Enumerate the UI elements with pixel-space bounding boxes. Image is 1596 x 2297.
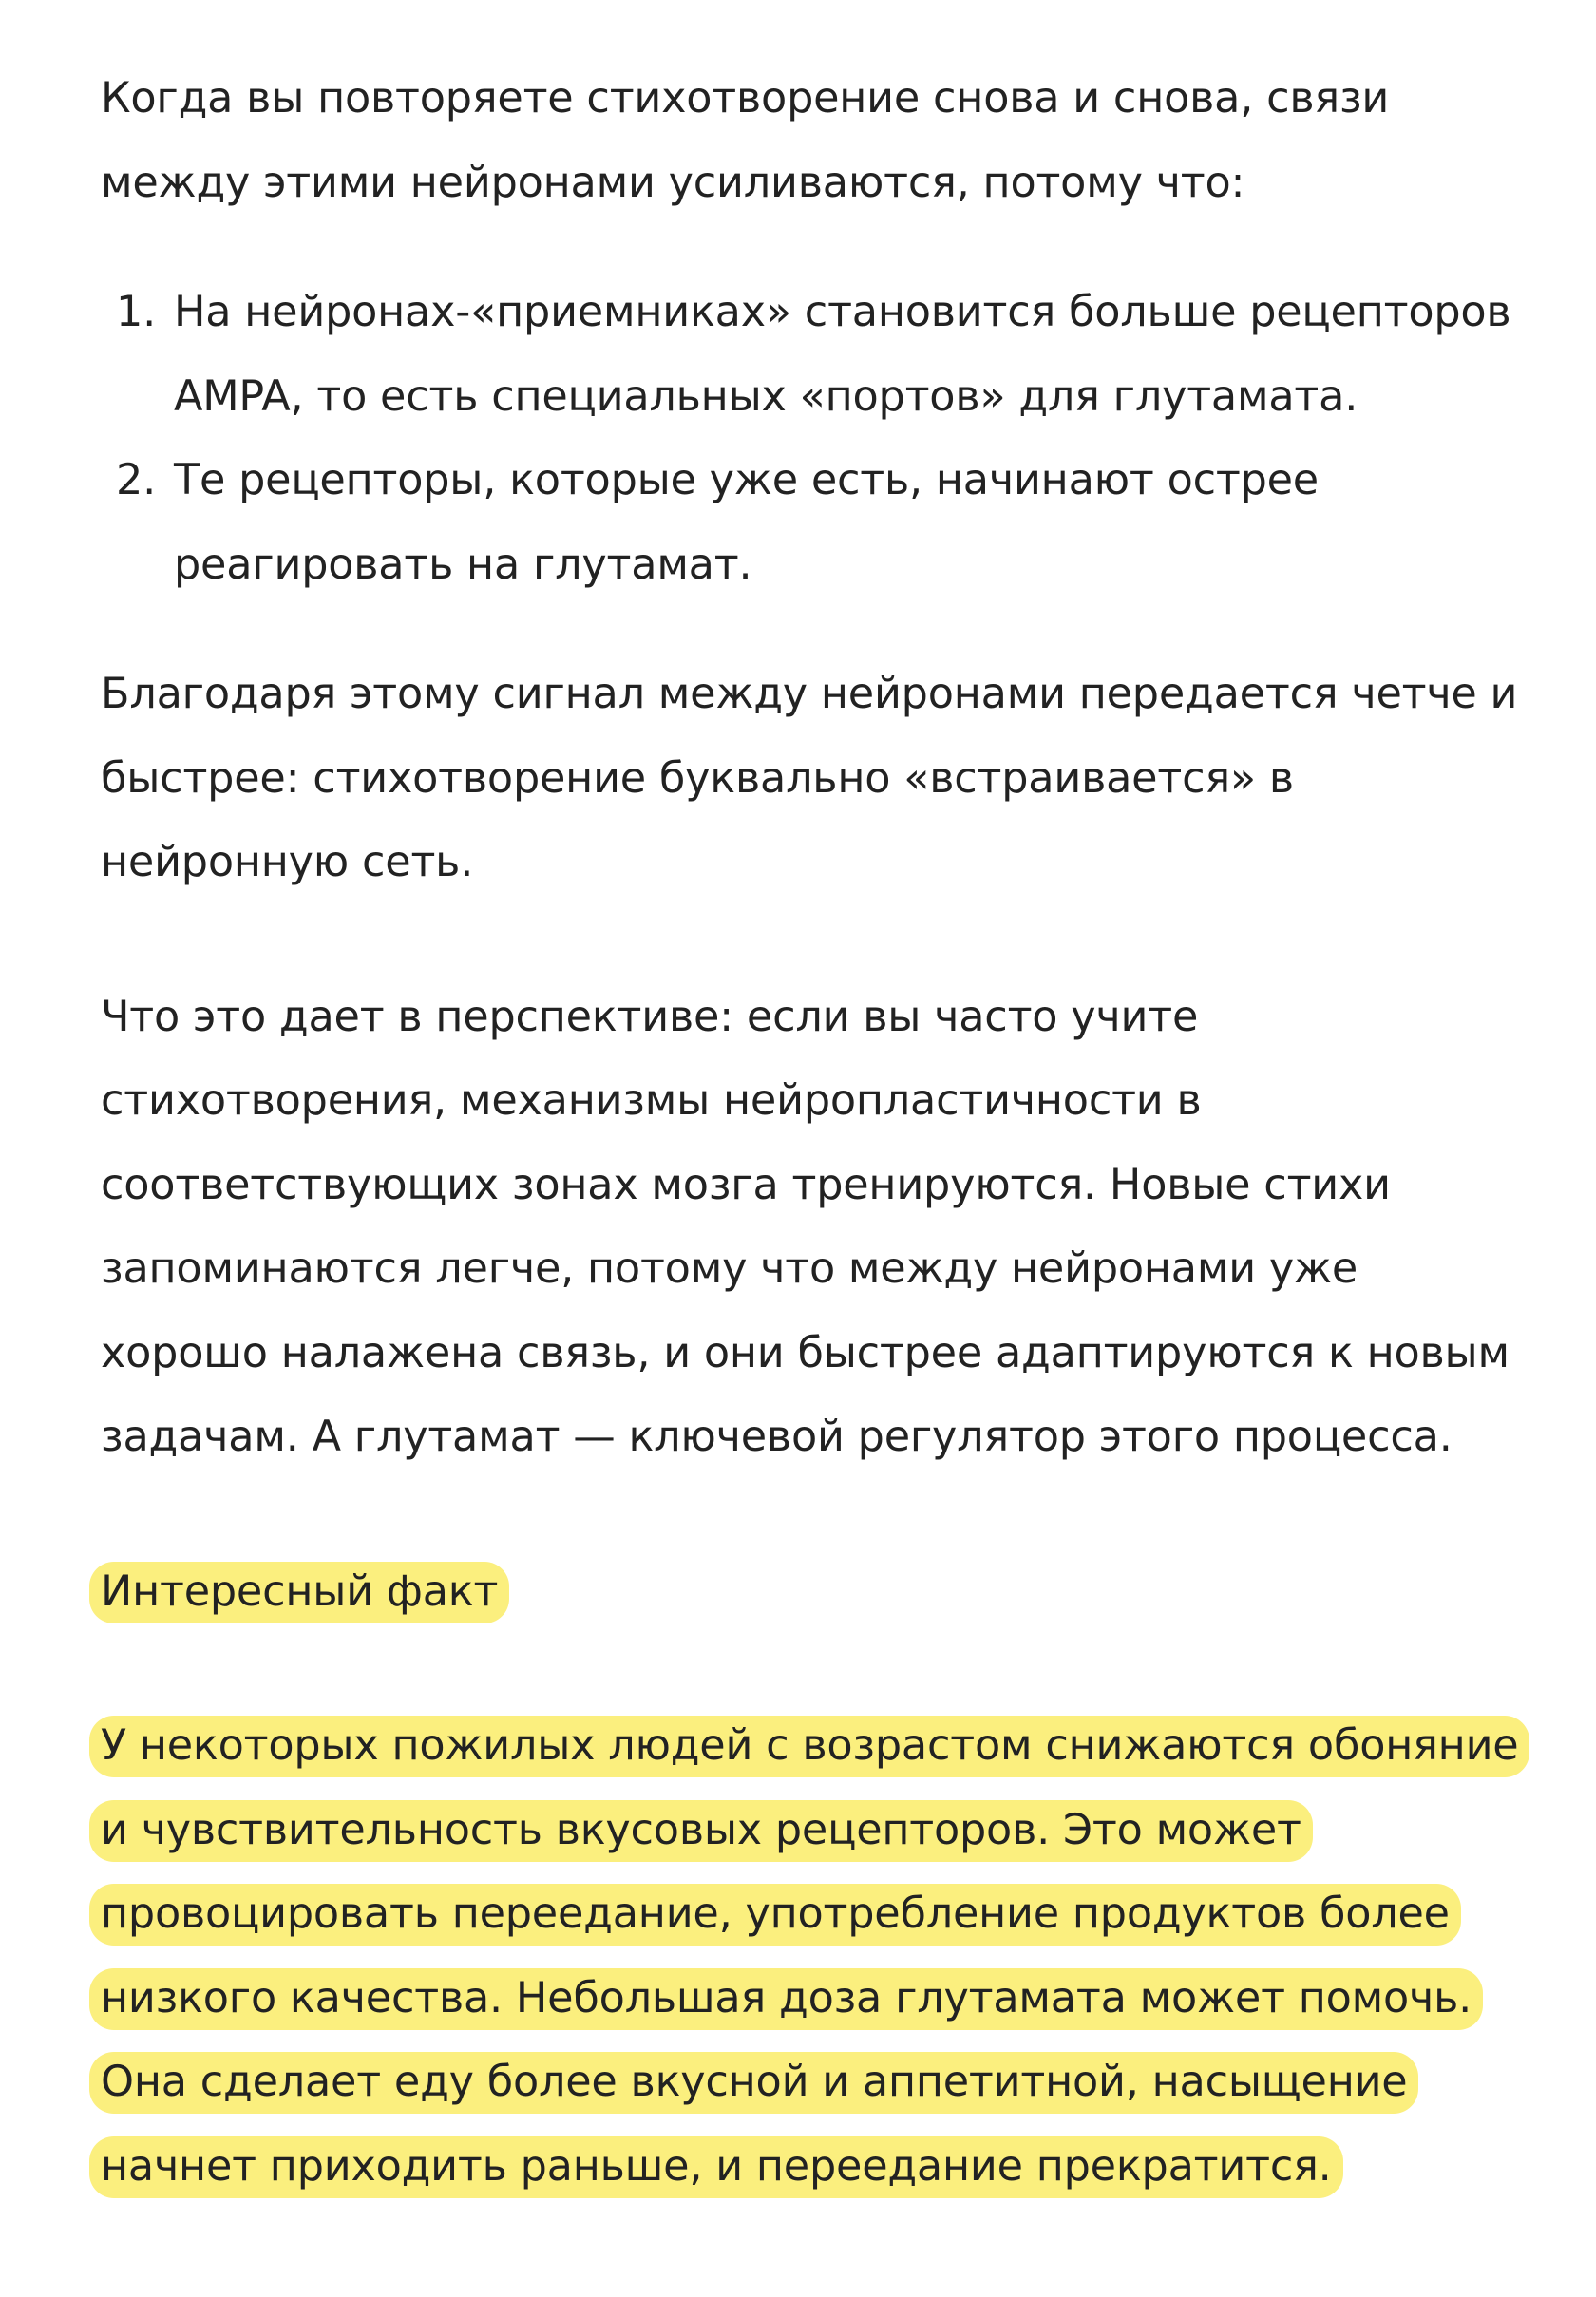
paragraph-line: быстрее: стихотворение буквально «встраивается» в — [101, 753, 1294, 803]
paragraph-signal — [101, 653, 1564, 905]
list-item — [101, 439, 1564, 607]
fact-label-highlight: Интересный факт — [89, 1562, 509, 1623]
list-item-line: На нейронах-«приемниках» становится больше рецепторов — [174, 288, 1511, 336]
interesting-fact-heading — [101, 1550, 1564, 1635]
paragraph-line: соответствующих зонах мозга тренируются. Новые стихи — [101, 1160, 1391, 1209]
paragraph-line: Когда вы повторяете стихотворение снова и снова, связи — [101, 74, 1390, 123]
fact-line-highlight: У некоторых пожилых людей с возрастом снижаются обоняние — [89, 1716, 1530, 1777]
list-item-number: 2. — [116, 456, 157, 504]
paragraph-line: Благодаря этому сигнал между нейронами передается четче и — [101, 670, 1518, 718]
article-body — [101, 57, 1564, 2209]
paragraph-line: нейронную сеть. — [101, 838, 474, 886]
list-item-line: AMPA, то есть специальных «портов» для глутамата. — [174, 371, 1358, 421]
paragraph-line: задачам. А глутамат — ключевой регулятор этого процесса. — [101, 1413, 1453, 1461]
list-item-line: реагировать на глутамат. — [174, 540, 752, 589]
paragraph-line: стихотворения, механизмы нейропластичности в — [101, 1076, 1202, 1125]
numbered-list — [101, 271, 1564, 607]
paragraph-line: между этими нейронами усиливаются, потому что: — [101, 158, 1245, 207]
paragraph-repetition — [101, 57, 1564, 225]
fact-line-highlight: Она сделает еду более вкусной и аппетитной, насыщение — [89, 2052, 1418, 2114]
paragraph-line: запоминаются легче, потому что между нейронами уже — [101, 1244, 1358, 1293]
paragraph-line: Что это дает в перспективе: если вы часто учите — [101, 992, 1199, 1041]
fact-line-highlight: провоцировать переедание, употребление продуктов более — [89, 1884, 1461, 1946]
paragraph-perspective — [101, 976, 1564, 1480]
list-item-line: Те рецепторы, которые уже есть, начинают острее — [174, 456, 1319, 504]
list-item-number: 1. — [116, 288, 157, 336]
fact-line-highlight: начнет приходить раньше, и переедание прекратится. — [89, 2136, 1343, 2198]
paragraph-line: хорошо налажена связь, и они быстрее адаптируются к новым — [101, 1328, 1510, 1377]
interesting-fact-body — [101, 1704, 1564, 2209]
fact-line-highlight: и чувствительность вкусовых рецепторов. Это может — [89, 1800, 1313, 1862]
fact-line-highlight: низкого качества. Небольшая доза глутамата может помочь. — [89, 1968, 1483, 2030]
list-item — [101, 271, 1564, 439]
